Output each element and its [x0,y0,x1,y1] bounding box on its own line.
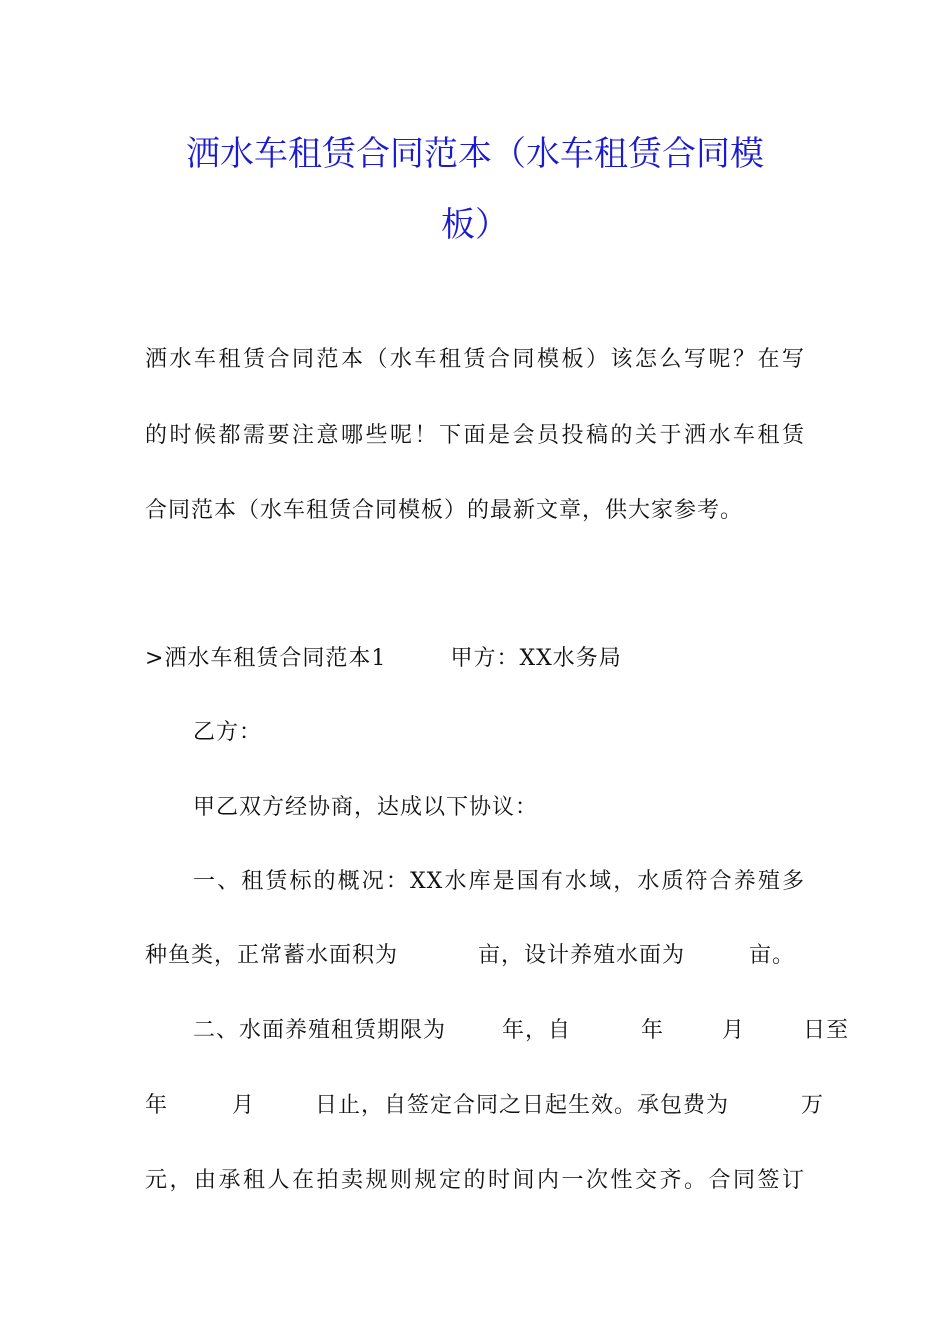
agreement-intro: 甲乙双方经协商，达成以下协议： [193,795,539,820]
clause-2-year: 年 [641,1018,665,1043]
clause-2-line-3: 元，由承租人在拍卖规则规定的时间内一次性交齐。合同签订 [145,1168,805,1193]
clause-1-design-label: 亩，设计养殖水面为 [478,943,686,968]
clause-2-line-2 [145,1093,825,1118]
party-b: 乙方： [193,720,263,745]
clause-1-line-1: 一、租赁标的概况：XX水库是国有水域，水质符合养殖多 [193,869,805,894]
clause-2-end-month: 月 [232,1093,256,1118]
section-heading: >洒水车租赁合同范本1 [145,646,387,671]
clause-1-end: 亩。 [749,943,796,968]
clause-2-day-to: 日至 [803,1018,850,1043]
clause-2-month: 月 [722,1018,746,1043]
clause-2-effective: 日止，自签定合同之日起生效。承包费为 [315,1093,730,1118]
clause-2-end-year: 年 [145,1093,169,1118]
intro-line-2: 的时候都需要注意哪些呢！下面是会员投稿的关于洒水车租赁 [145,423,805,448]
clause-2-unit: 万 [801,1093,825,1118]
clause-1-area-label: 种鱼类，正常蓄水面积为 [145,943,399,968]
intro-line-1: 洒水车租赁合同范本（水车租赁合同模板）该怎么写呢？在写 [145,347,805,372]
clause-2-term-label: 二、水面养殖租赁期限为 [193,1018,447,1043]
section-heading-row [145,648,805,670]
document-title-line-2: 板） [441,205,509,245]
clause-1-line-2 [145,945,805,967]
party-a: 甲方：XX水务局 [450,646,622,671]
clause-2-from-label: 年，自 [502,1018,572,1043]
intro-line-3: 合同范本（水车租赁合同模板）的最新文章，供大家参考。 [145,498,744,523]
clause-2-line-1 [193,1018,850,1043]
document-title-line-1: 洒水车租赁合同范本（水车租赁合同模 [186,134,764,174]
